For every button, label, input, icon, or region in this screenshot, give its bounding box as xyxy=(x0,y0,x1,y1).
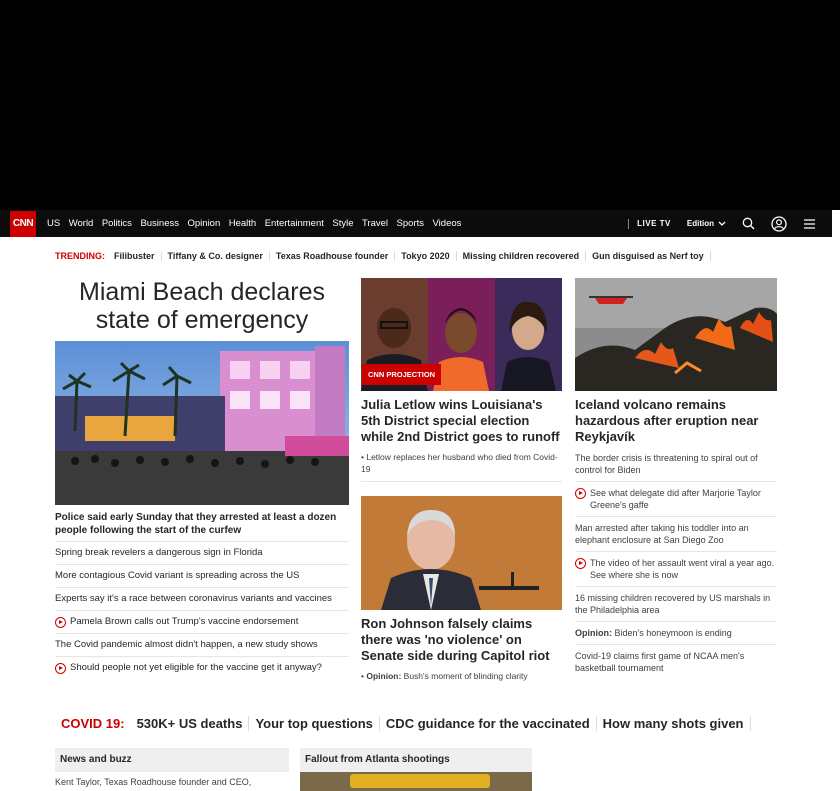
johnson-image[interactable] xyxy=(361,496,562,610)
list-item-text: More contagious Covid variant is spreading across the US xyxy=(55,570,300,581)
nav-link-business[interactable]: Business xyxy=(140,218,179,229)
list-item-text: Biden's honeymoon is ending xyxy=(614,628,732,638)
trending-bar xyxy=(55,251,711,261)
play-icon xyxy=(55,617,66,628)
story-title[interactable]: Iceland volcano remains hazardous after eruption near Reykjavík xyxy=(575,397,759,444)
trending-label: TRENDING: xyxy=(55,251,105,261)
list-item[interactable] xyxy=(55,634,349,657)
list-item[interactable] xyxy=(55,657,349,679)
edition-label: Edition xyxy=(686,219,714,228)
nav-link-entertainment[interactable]: Entertainment xyxy=(264,218,324,229)
list-item[interactable] xyxy=(575,622,777,645)
list-item[interactable] xyxy=(55,565,349,588)
lead-related-list xyxy=(55,542,349,679)
lead-story xyxy=(55,278,349,679)
nav-link-health[interactable]: Health xyxy=(228,218,257,229)
list-item[interactable] xyxy=(575,447,777,482)
edition-selector[interactable] xyxy=(687,219,726,228)
covid-item[interactable]: CDC guidance for the vaccinated xyxy=(380,716,597,731)
trending-item[interactable]: Tokyo 2020 xyxy=(395,251,456,261)
play-icon xyxy=(55,663,66,674)
list-item-text: Man arrested after taking his toddler into an elephant enclosure at San Diego Zoo xyxy=(575,523,749,545)
nav-link-us[interactable]: US xyxy=(47,218,61,229)
trending-item[interactable]: Gun disguised as Nerf toy xyxy=(586,251,711,261)
atlanta-box xyxy=(300,748,532,791)
list-item[interactable] xyxy=(575,645,777,679)
nav-link-sports[interactable]: Sports xyxy=(396,218,425,229)
trending-item[interactable]: Filibuster xyxy=(108,251,162,261)
live-tv-link[interactable] xyxy=(628,219,671,229)
top-nav xyxy=(0,210,832,237)
list-item-text: Experts say it's a race between coronavirus variants and vaccines xyxy=(55,593,332,604)
search-icon[interactable] xyxy=(742,217,755,230)
covid-item[interactable]: Your top questions xyxy=(249,716,379,731)
live-tv-label: LIVE TV xyxy=(637,219,671,228)
list-item[interactable] xyxy=(55,611,349,634)
list-item[interactable] xyxy=(55,588,349,611)
nav-link-politics[interactable]: Politics xyxy=(101,218,132,229)
list-item[interactable] xyxy=(575,587,777,622)
nav-right xyxy=(628,210,832,237)
play-icon xyxy=(575,558,586,569)
nav-links xyxy=(47,218,470,229)
list-item-text: The Covid pandemic almost didn't happen, a new study shows xyxy=(55,639,318,650)
nav-link-opinion[interactable]: Opinion xyxy=(187,218,221,229)
middle-column xyxy=(361,278,562,682)
news-buzz-box xyxy=(55,748,289,791)
sign-graphic xyxy=(350,774,490,788)
lead-headline[interactable]: Miami Beach declares state of emergency xyxy=(79,278,325,334)
right-column xyxy=(575,278,777,679)
list-item[interactable] xyxy=(575,552,777,587)
list-item-text: The border crisis is threatening to spiral out of control for Biden xyxy=(575,453,758,475)
box-title[interactable]: News and buzz xyxy=(55,748,289,772)
nav-link-style[interactable]: Style xyxy=(332,218,354,229)
projection-badge: CNN PROJECTION xyxy=(362,364,441,385)
list-item-text: Spring break revelers a dangerous sign in Florida xyxy=(55,547,263,558)
story-title[interactable]: Julia Letlow wins Louisiana's 5th District special election while 2nd District goes to runoff xyxy=(361,397,560,444)
list-item-text: 16 missing children recovered by US marshals in the Philadelphia area xyxy=(575,593,771,615)
opinion-label: Opinion: xyxy=(366,671,402,681)
account-icon[interactable] xyxy=(771,216,787,232)
story-title[interactable]: Ron Johnson falsely claims there was 'no violence' on Senate side during Capitol riot xyxy=(361,616,550,663)
list-item-text: Should people not yet eligible for the vaccine get it anyway? xyxy=(70,662,322,673)
list-item-text: The video of her assault went viral a year ago. See where she is now xyxy=(590,558,775,580)
play-icon xyxy=(575,488,586,499)
story-subline[interactable]: • Opinion: Bush's moment of blinding clarity xyxy=(361,671,528,681)
lead-caption[interactable]: Police said early Sunday that they arrested at least a dozen people following the start of the curfew xyxy=(55,511,349,542)
right-related-list xyxy=(575,447,777,679)
lead-image[interactable] xyxy=(55,341,349,505)
nav-link-world[interactable]: World xyxy=(68,218,94,229)
trending-item[interactable]: Missing children recovered xyxy=(457,251,587,261)
trending-item[interactable]: Texas Roadhouse founder xyxy=(270,251,395,261)
story-subline[interactable]: • Letlow replaces her husband who died from Covid-19 xyxy=(361,451,562,482)
story-subline-text: Bush's moment of blinding clarity xyxy=(403,671,528,681)
list-item[interactable] xyxy=(575,482,777,517)
chevron-down-icon xyxy=(718,221,726,227)
box-text[interactable]: Kent Taylor, Texas Roadhouse founder and CEO, xyxy=(55,777,252,787)
divider xyxy=(628,219,629,229)
list-item-text: Covid-19 claims first game of NCAA men's basketball tournament xyxy=(575,651,745,673)
cnn-logo[interactable]: CNN xyxy=(10,211,36,237)
covid-item[interactable]: 530K+ US deaths xyxy=(131,716,250,731)
nav-link-videos[interactable]: Videos xyxy=(432,218,462,229)
list-item[interactable] xyxy=(575,517,777,552)
story-subline-text: Letlow replaces her husband who died from Covid-19 xyxy=(361,452,558,474)
list-item-text: Pamela Brown calls out Trump's vaccine endorsement xyxy=(70,616,299,627)
volcano-image[interactable] xyxy=(575,278,777,391)
trending-item[interactable]: Tiffany & Co. designer xyxy=(162,251,270,261)
box-title[interactable]: Fallout from Atlanta shootings xyxy=(300,748,532,772)
letlow-image[interactable] xyxy=(361,278,562,391)
nav-link-travel[interactable]: Travel xyxy=(362,218,389,229)
covid-bar xyxy=(61,716,751,731)
list-item-text: See what delegate did after Marjorie Taylor Greene's gaffe xyxy=(590,488,761,510)
opinion-label: Opinion: xyxy=(575,628,612,638)
menu-icon[interactable] xyxy=(803,218,816,230)
covid-label: COVID 19: xyxy=(61,716,125,731)
black-banner-area xyxy=(0,0,840,210)
atlanta-image[interactable] xyxy=(300,772,532,791)
covid-item[interactable]: How many shots given xyxy=(597,716,751,731)
list-item[interactable] xyxy=(55,542,349,565)
